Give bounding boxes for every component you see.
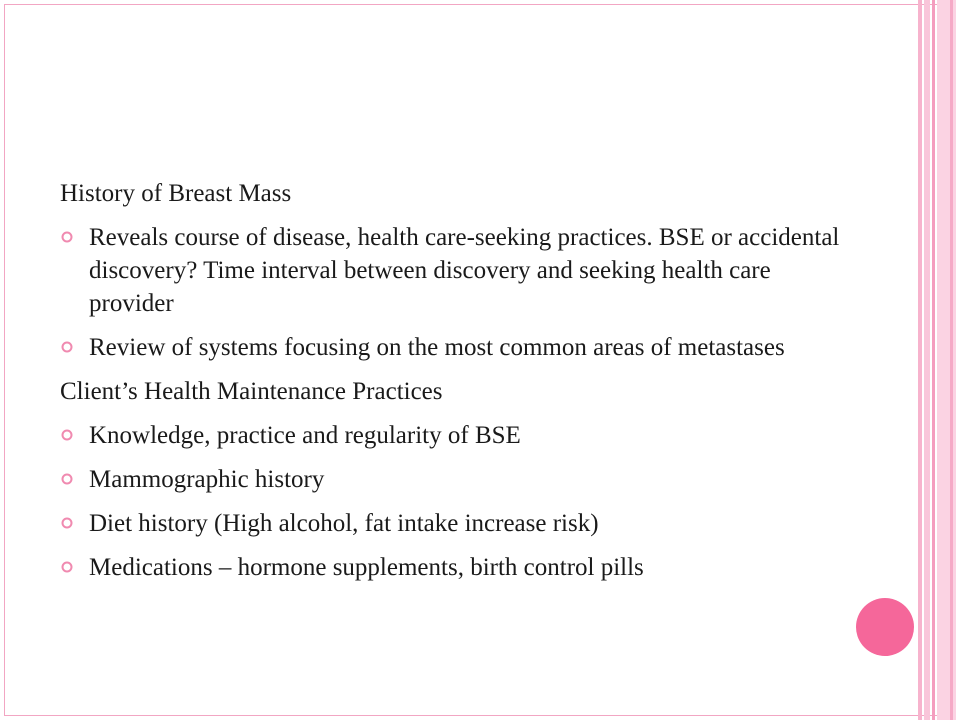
bullet-item	[60, 419, 860, 452]
ring-bullet-icon	[61, 429, 73, 441]
bullet-item	[60, 463, 860, 496]
bullet-item	[60, 221, 860, 320]
decorative-circle	[856, 598, 914, 656]
bullet-text: Reveals course of disease, health care-seeking practices. BSE or accidental discovery? Time interval between discovery and seeking health care provider	[89, 224, 840, 317]
bullet-text: Medications – hormone supplements, birth control pills	[89, 554, 644, 581]
ring-bullet-icon	[61, 341, 73, 353]
section-heading: Client’s Health Maintenance Practices	[60, 378, 443, 405]
decorative-stripe	[918, 0, 922, 720]
bullet-text: Diet history (High alcohol, fat intake increase risk)	[89, 510, 599, 537]
bullet-text: Mammographic history	[89, 466, 325, 493]
decorative-stripe	[950, 0, 953, 720]
decorative-stripe	[932, 0, 935, 720]
bullet-item	[60, 331, 860, 364]
bullet-text: Review of systems focusing on the most common areas of metastases	[89, 334, 785, 361]
ring-bullet-icon	[61, 473, 73, 485]
ring-bullet-icon	[61, 517, 73, 529]
bullet-item	[60, 507, 860, 540]
slide-body	[60, 177, 860, 595]
section-heading: History of Breast Mass	[60, 180, 292, 207]
ring-bullet-icon	[61, 561, 73, 573]
bullet-item	[60, 551, 860, 584]
ring-bullet-icon	[61, 231, 73, 243]
decorative-stripe	[924, 0, 930, 720]
decorative-stripe	[937, 0, 956, 720]
bullet-text: Knowledge, practice and regularity of BSE	[89, 422, 521, 449]
